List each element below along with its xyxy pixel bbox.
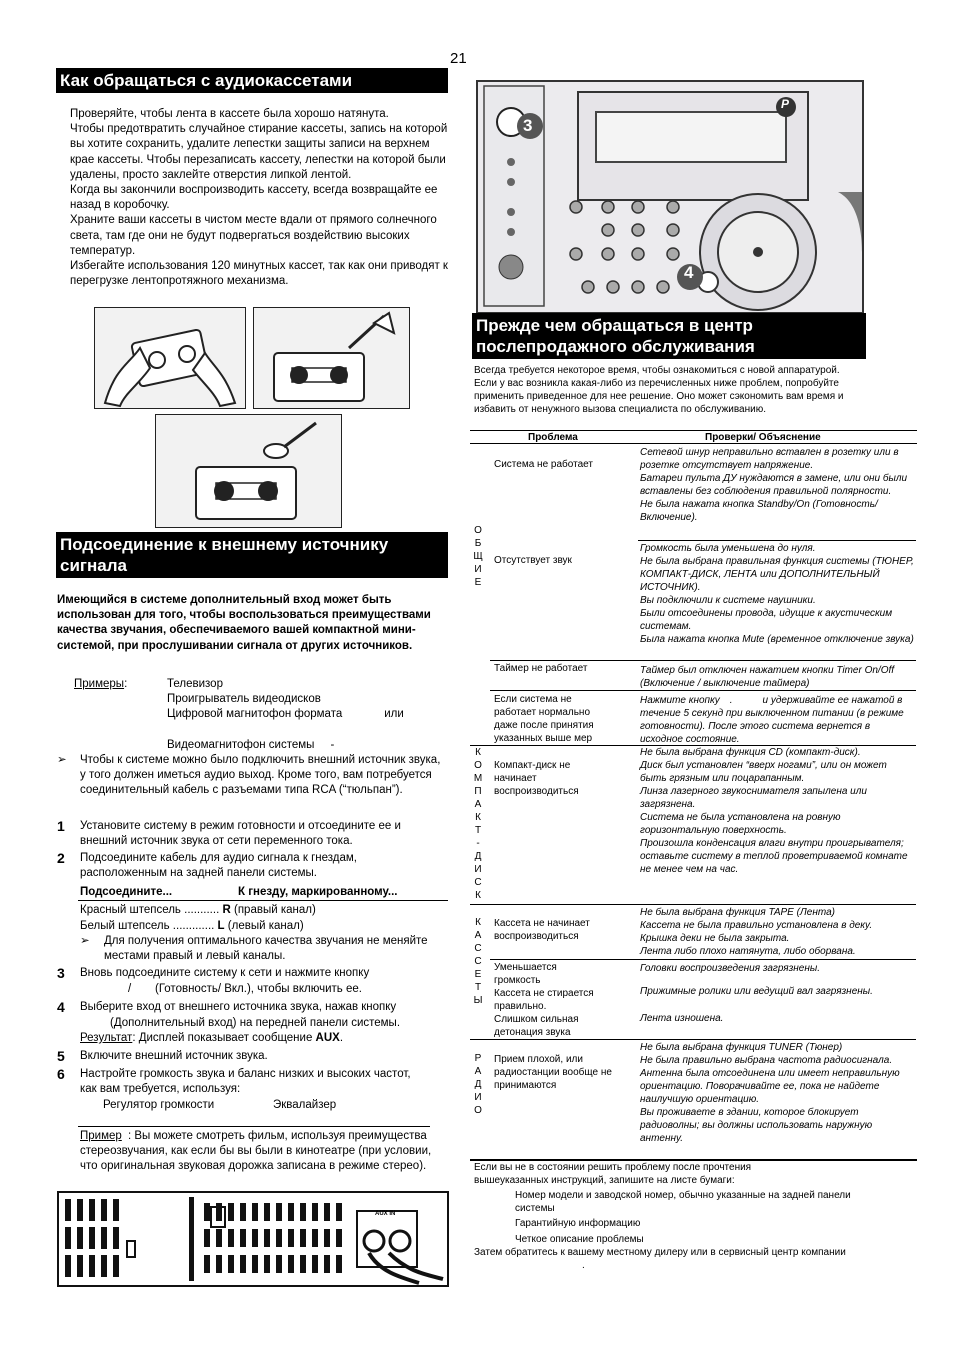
step-5-text: Включите внешний источник звука. — [80, 1050, 268, 1062]
device-front-panel-illustration — [476, 80, 864, 314]
examples-label-wrap — [74, 677, 127, 692]
service-footer-end: Затем обратитесь к вашему местному дилеру или в сервисный центр компании — [474, 1247, 846, 1258]
step-6-text: Настройте громкость звука и баланс низких и высоких частот, как вам требуется, используя: — [80, 1068, 411, 1096]
external-intro: Имеющийся в системе дополнительный вход может быть использован для того, чтобы воспользоваться преимуществами качества звучания, обеспечиваемого вашей компактной мини-системой, при прослушивании сигнала от других источников. — [57, 594, 431, 652]
table-divider — [78, 900, 448, 901]
example-text: : Вы можете смотреть фильм, используя преимущества стереозвучания, как если бы вы были в кинотеатре (при условии, что оригинальная звуковая дорожка записана в режиме стерео). — [80, 1130, 432, 1173]
connect-row-white: Белый штепсель ............. L (левый канал) — [80, 920, 304, 932]
external-source-heading: Подсоединение к внешнему источнику сигнала — [56, 532, 448, 578]
divider — [78, 1126, 430, 1127]
example-item: Проигрыватель видеодисков — [167, 693, 321, 706]
row-line — [638, 540, 916, 541]
footer-item: Номер модели и заводской номер, обычно указанные на задней панели системы — [515, 1190, 851, 1214]
cassettes-paragraph: Проверяйте, чтобы лента в кассете была хорошо натянута. — [70, 108, 389, 120]
problem-cd: Компакт-диск не начинает воспроизводиться — [494, 760, 579, 797]
connect-header-jack: К гнезду, маркированному... — [238, 886, 398, 898]
equalizer-label: Эквалайзер — [273, 1099, 337, 1111]
category-cd: К О М П А К Т - Д И С К — [473, 747, 483, 901]
table-header-line — [470, 443, 917, 444]
step-number: 6 — [57, 1066, 65, 1082]
problem-system-not-working: Система не работает — [494, 459, 593, 470]
example-item: Цифровой магнитофон формата или — [167, 708, 404, 721]
volume-control-label: Регулятор громкости — [103, 1099, 215, 1111]
step-4-text-cont: (Дополнительный вход) на передней панели системы. — [110, 1017, 401, 1029]
problem-tape-not-playing: Кассета не начинает воспроизводиться — [494, 918, 590, 942]
page-number: 21 — [450, 50, 467, 67]
check-cd: Не была выбрана функция CD (компакт-диск). Диск был установлен “вверх ногами”, или он может быть грязным или поцарапанным. Линза лазерного звукоснимателя запылена или загрязнена. Система не была установлена на ровную горизонтальную поверхность. Произошла конденсация влаги внутри проигрывателя; оставьте систему в теплой проветриваемой комнате не менее чем на час. — [640, 747, 908, 875]
footer-item: Четкое описание проблемы — [515, 1234, 644, 1245]
step-3-text: Вновь подсоедините систему к сети и нажмите кнопку — [80, 967, 370, 979]
service-intro: Всегда требуется некоторое время, чтобы ознакомиться с новой аппаратурой. Если у вас возникла какая-либо из перечисленных ниже проблем, попробуйте применить приведенное для нее решение. Оно может сэкономить вам время и избавить от ненужного вызова специалиста по обслуживанию. — [474, 365, 844, 415]
row-line — [490, 660, 916, 661]
tape-over-tab-illustration — [155, 414, 342, 528]
rear-panel-illustration — [57, 1191, 449, 1287]
callout-3: 3 — [523, 116, 533, 135]
step-number: 4 — [57, 999, 65, 1015]
step-3-slash: / — [128, 983, 132, 995]
examples-label: Примеры — [74, 678, 125, 690]
cassettes-text — [70, 107, 448, 289]
step-2-text: Подсоедините кабель для аудио сигнала к гнездам, расположенным на задней панели системы. — [80, 852, 357, 880]
external-note: Чтобы к системе можно было подключить внешний источник звука, у того должен иметься аудио выход. Кроме того, вам потребуется соединительный кабель с разъемами типа RCA (“тюльпан”). — [80, 754, 441, 797]
check-volume-drops: Головки воспроизведения загрязнены. — [640, 963, 820, 974]
problem-volume-drops: Уменьшается громкость — [494, 962, 557, 986]
category-general: О Б Щ И Е — [473, 525, 483, 588]
step-4-text: Выберите вход от внешнего источника звука, нажав кнопку — [80, 1001, 397, 1013]
problem-radio: Прием плохой, или радиостанции вообще не принимаются — [494, 1054, 612, 1091]
check-system-not-working: Сетевой шнур неправильно вставлен в розетку или в розетке отсутствует напряжение. Батареи пульта ДУ нуждаются в замене, или они были вставлены без соблюдения правильной полярности. Не была нажата кнопка Standby/On (Готовность/ Включение). — [640, 447, 908, 523]
step-1-text: Установите систему в режим готовности и отсоедините ее и внешний источник звука от сети переменного тока. — [80, 820, 401, 848]
check-reset: Нажмите кнопку . и удерживайте ее нажатой в течение 5 секунд при выключенном питании (в режиме готовности). После этого система вернется в исходное состояние. — [640, 695, 904, 745]
row-line — [490, 690, 916, 691]
remove-tab-illustration — [253, 307, 410, 409]
step-number: 5 — [57, 1048, 65, 1064]
category-radio: Р А Д И О — [474, 1053, 482, 1116]
cassettes-paragraph: Когда вы закончили воспроизводить кассету, всегда возвращайте ее назад в коробочку. — [70, 184, 438, 212]
cassettes-paragraph: Храните ваши кассеты в чистом месте вдали от прямого солнечного света, там где они не будут подвергаться воздействию высоких температур. — [70, 214, 437, 257]
cassettes-heading: Как обращаться с аудиокассетами — [56, 68, 448, 93]
step-4-result: Результат: Дисплей показывает сообщение AUX. — [80, 1032, 344, 1044]
cassettes-paragraph: Избегайте использования 120 минутных кассет, так как они приводят к перегрузке лентопротяжного механизма. — [70, 260, 448, 288]
cassettes-paragraph: Чтобы предотвратить случайное стирание кассеты, запись на которой вы хотите сохранить, удалите лепестки защиты записи на верхнем крае кассеты. Чтобы перезаписать кассету, лепестки на которой были удалены, просто заклейте отверстия липкой лентой. — [70, 123, 448, 181]
step-number: 1 — [57, 818, 65, 834]
problem-no-sound: Отсутствует звук — [494, 555, 572, 566]
channel-tip: Для получения оптимального качества звучания не меняйте местами правый и левый каналы. — [104, 935, 428, 963]
example-item: Телевизор — [167, 678, 223, 690]
problem-reset: Если система не работает нормально даже после принятия указанных выше мер — [494, 694, 594, 744]
step-number: 2 — [57, 850, 65, 866]
check-not-erasing: Прижимные ролики или ведущий вал загрязнены. — [640, 986, 873, 997]
callout-4: 4 — [684, 263, 694, 282]
row-line — [470, 1039, 916, 1040]
col-check: Проверки/ Объяснение — [705, 432, 821, 443]
examples-dash: - — [330, 738, 335, 751]
check-radio: Не была выбрана функция TUNER (Тюнер) Не была правильно выбрана частота радиосигнала. Антенна была отсоединена или имеет неправильную ориентацию. Поворачивайте ее, пока не найдете наилучшую ориентацию. Вы проживаете в здании, которое блокирует радиоволны; вы должны использовать наружную антенну. — [640, 1042, 900, 1144]
check-wow-flutter: Лента изношена. — [640, 1013, 724, 1024]
row-line — [470, 904, 916, 905]
check-timer: Таймер был отключен нажатием кнопки Timer On/Off (Включение / выключение таймера) — [640, 665, 895, 689]
check-no-sound: Громкость была уменьшена до нуля. Не была выбрана правильная функция системы (ТЮНЕР, КОМПАКТ-ДИСК, ЛЕНТА или ДОПОЛНИТЕЛЬНЫЙ ИСТОЧНИК). Вы подключили к системе наушники. Были отсоединены провода, идущие к акустическим системам. Была нажата кнопка Mute (временное отключение звука) — [640, 543, 914, 645]
problem-not-erasing: Кассета не стирается правильно. — [494, 988, 594, 1012]
row-line — [490, 959, 916, 960]
examples-or: или — [384, 708, 404, 721]
example-label: Пример — [80, 1130, 122, 1142]
connect-header-plug: Подсоедините... — [80, 886, 173, 898]
connect-row-red: Красный штепсель ........... R (правый канал) — [80, 904, 316, 916]
step-number: 3 — [57, 965, 65, 981]
check-tape-not-playing: Не была выбрана функция TAPE (Лента) Кассета не была правильно установлена в деку. Крышка деки не была закрыта. Лента либо плохо натянута, либо оборвана. — [640, 907, 873, 957]
aux-in-label: AUX IN — [375, 1211, 396, 1217]
service-footer-intro: Если вы не в состоянии решить проблему после прочтения вышеуказанных инструкций, запишите на листе бумаги: — [474, 1162, 752, 1186]
step-3-text-cont: (Готовность/ Вкл.), чтобы включить ее. — [155, 983, 362, 995]
service-heading: Прежде чем обращаться в центр послепродажного обслуживания — [472, 313, 866, 359]
col-problem: Проблема — [528, 432, 578, 443]
cassette-hands-illustration — [94, 307, 246, 409]
examples-list — [167, 677, 447, 753]
examples-colon: : — [124, 678, 128, 690]
footer-item: Гарантийную информацию — [515, 1218, 641, 1229]
service-footer-dot: . — [582, 1260, 585, 1271]
brand-logo: P — [781, 97, 790, 111]
example-item: Видеомагнитофон системы - — [167, 738, 335, 751]
problem-wow-flutter: Слишком сильная детонация звука — [494, 1014, 579, 1038]
problem-timer: Таймер не работает — [494, 663, 588, 674]
arrow-icon: ➢ — [57, 754, 67, 766]
arrow-icon: ➢ — [80, 935, 90, 947]
category-tape: К А С С Е Т Ы — [473, 917, 483, 1006]
